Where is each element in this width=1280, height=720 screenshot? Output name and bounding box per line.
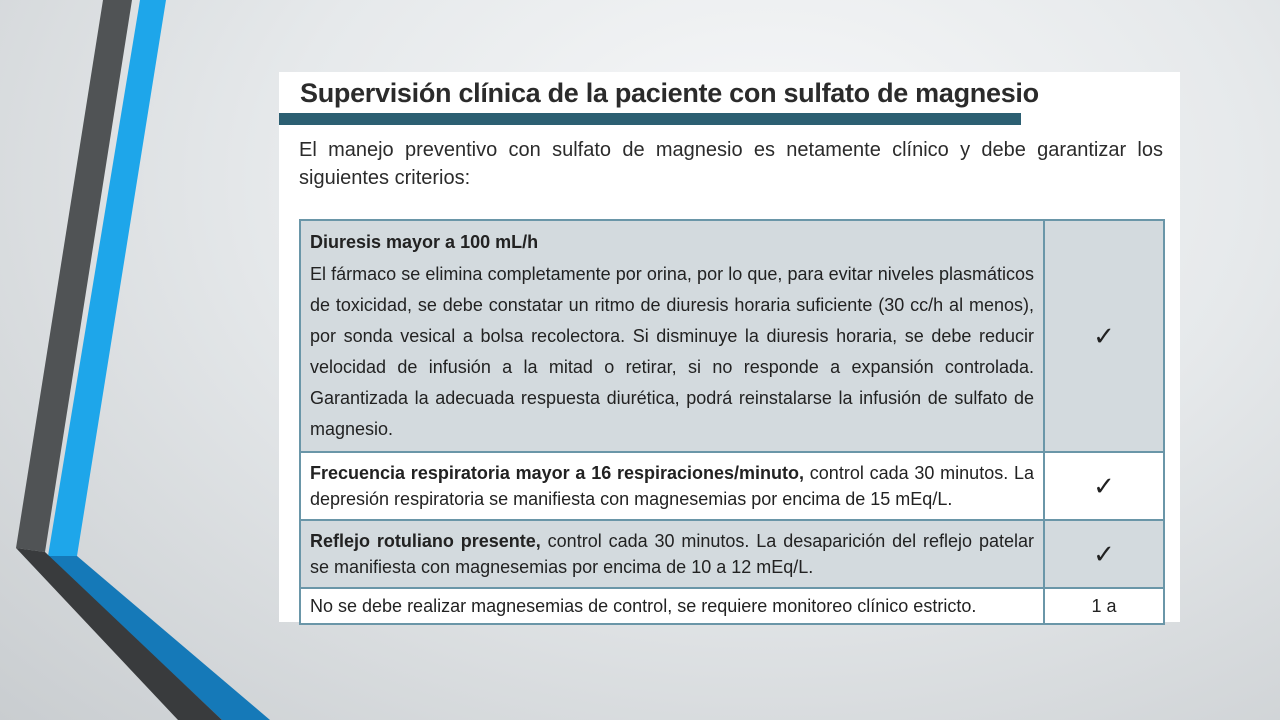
document-title: Supervisión clínica de la paciente con sulfato de magnesio (300, 78, 1039, 108)
table-row (300, 588, 1164, 624)
document-image (279, 72, 1180, 622)
criterion-text (300, 452, 1044, 520)
check-mark: ✓ (1044, 520, 1164, 588)
title-underline-bar (279, 113, 1021, 125)
criterion-text (300, 588, 1044, 624)
check-mark: ✓ (1044, 220, 1164, 452)
intro-paragraph: El manejo preventivo con sulfato de magnesio es netamente clínico y debe garantizar los siguientes criterios: (299, 139, 1163, 189)
criterion-text (300, 220, 1044, 452)
table-row (300, 220, 1164, 452)
criterion-body: El fármaco se elimina completamente por orina, por lo que, para evitar niveles plasmáticos de toxicidad, se debe constatar un ritmo de diuresis horaria suficiente (30 cc/h al menos), por sonda vesical a bolsa recolectora. Si disminuye la diuresis horaria, se debe reducir velocidad de infusión a la mitad o retirar, si no responde a expansión controlada. Garantizada la adecuada respuesta diurética, podrá reinstalarse la infusión de sulfato de magnesio. (310, 264, 1034, 439)
criteria-table (299, 219, 1165, 625)
criterion-heading: Diuresis mayor a 100 mL/h (310, 232, 539, 252)
criterion-lead: Reflejo rotuliano presente, (310, 531, 541, 551)
criterion-body: No se debe realizar magnesemias de control, se requiere monitoreo clínico estricto. (310, 596, 977, 616)
evidence-level: 1 a (1044, 588, 1164, 624)
criterion-lead: Frecuencia respiratoria mayor a 16 respiraciones/minuto, (310, 463, 805, 483)
table-row (300, 520, 1164, 588)
criterion-body: control cada 30 minutos. La desaparición del reflejo patelar se manifiesta con magnesemias por encima de 10 a 12 mEq/L. (310, 531, 1034, 577)
criterion-text (300, 520, 1044, 588)
gray-stripe-lower (16, 548, 222, 720)
table-row (300, 452, 1164, 520)
check-mark: ✓ (1044, 452, 1164, 520)
criterion-body: control cada 30 minutos. La depresión respiratoria se manifiesta con magnesemias por encima de 15 mEq/L. (310, 463, 1034, 509)
